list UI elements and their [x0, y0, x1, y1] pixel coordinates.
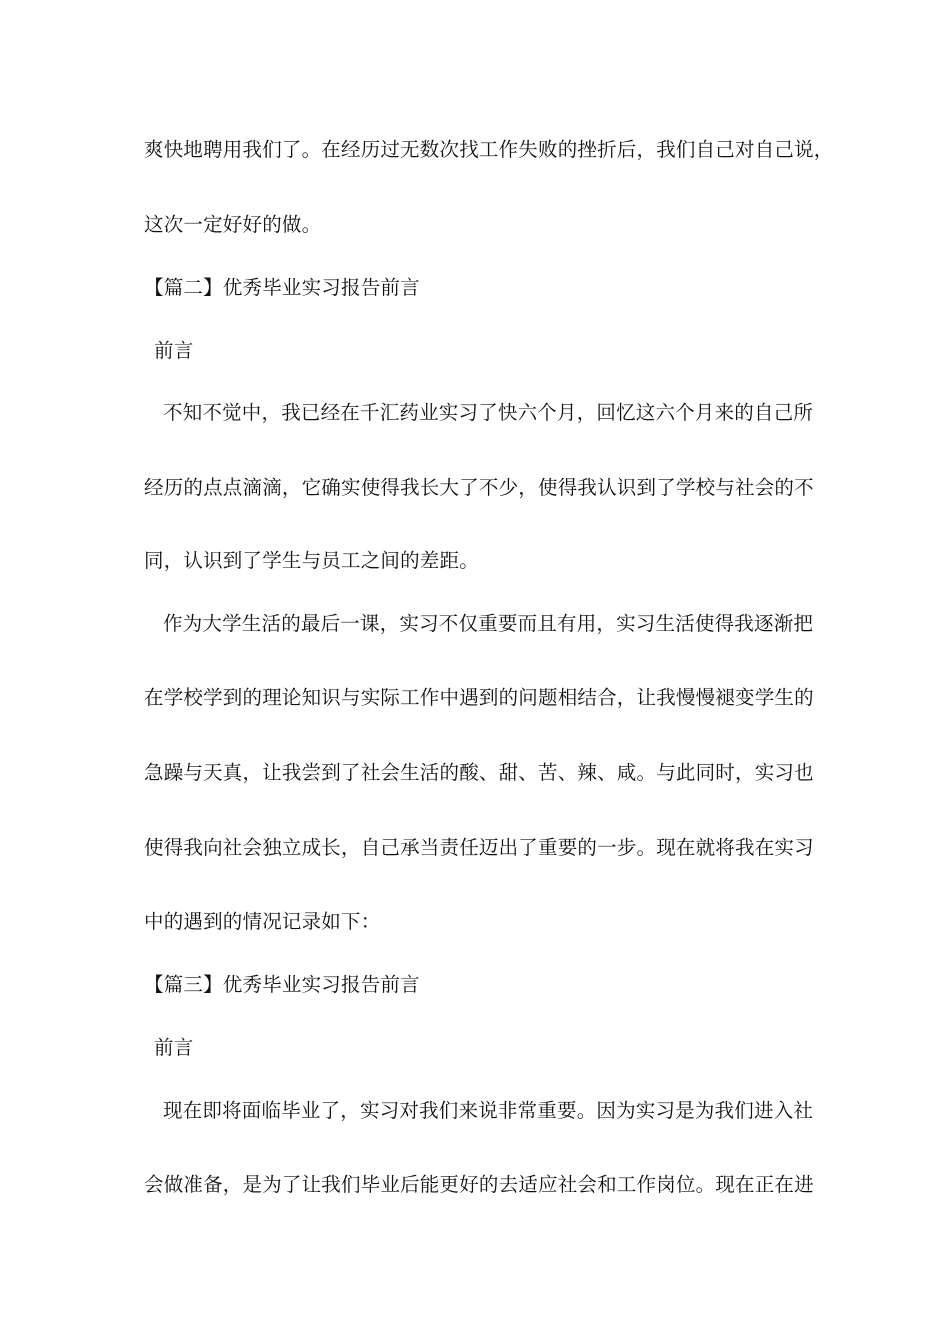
subheading: 前言 [154, 339, 194, 362]
paragraph-line: 经历的点点滴滴，它确实使得我长大了不少，使得我认识到了学校与社会的不 [144, 476, 814, 499]
section-heading: 【篇三】优秀毕业实习报告前言 [144, 973, 420, 996]
paragraph-line: 急躁与天真，让我尝到了社会生活的酸、甜、苦、辣、咸。与此同时，实习也 [144, 761, 814, 784]
paragraph-line: 中的遇到的情况记录如下： [144, 910, 381, 933]
paragraph-line: 使得我向社会独立成长，自己承当责任迈出了重要的一步。现在就将我在实习 [144, 836, 814, 859]
paragraph-line: 作为大学生活的最后一课，实习不仅重要而且有用，实习生活使得我逐渐把 [163, 612, 814, 635]
paragraph-line: 同，认识到了学生与员工之间的差距。 [144, 549, 479, 572]
paragraph-line: 这次一定好好的做。 [144, 213, 322, 236]
paragraph-line: 现在即将面临毕业了，实习对我们来说非常重要。因为实习是为我们进入社 [163, 1099, 814, 1122]
paragraph-line: 在学校学到的理论知识与实际工作中遇到的问题相结合，让我慢慢褪变学生的 [144, 686, 814, 709]
paragraph-line: 会做准备，是为了让我们毕业后能更好的去适应社会和工作岗位。现在正在进 [144, 1173, 814, 1196]
section-heading: 【篇二】优秀毕业实习报告前言 [144, 276, 420, 299]
paragraph-line: 不知不觉中，我已经在千汇药业实习了快六个月，回忆这六个月来的自己所 [163, 401, 814, 424]
paragraph-line: 爽快地聘用我们了。在经历过无数次找工作失败的挫折后，我们自己对自己说， [144, 138, 834, 161]
subheading: 前言 [154, 1036, 194, 1059]
